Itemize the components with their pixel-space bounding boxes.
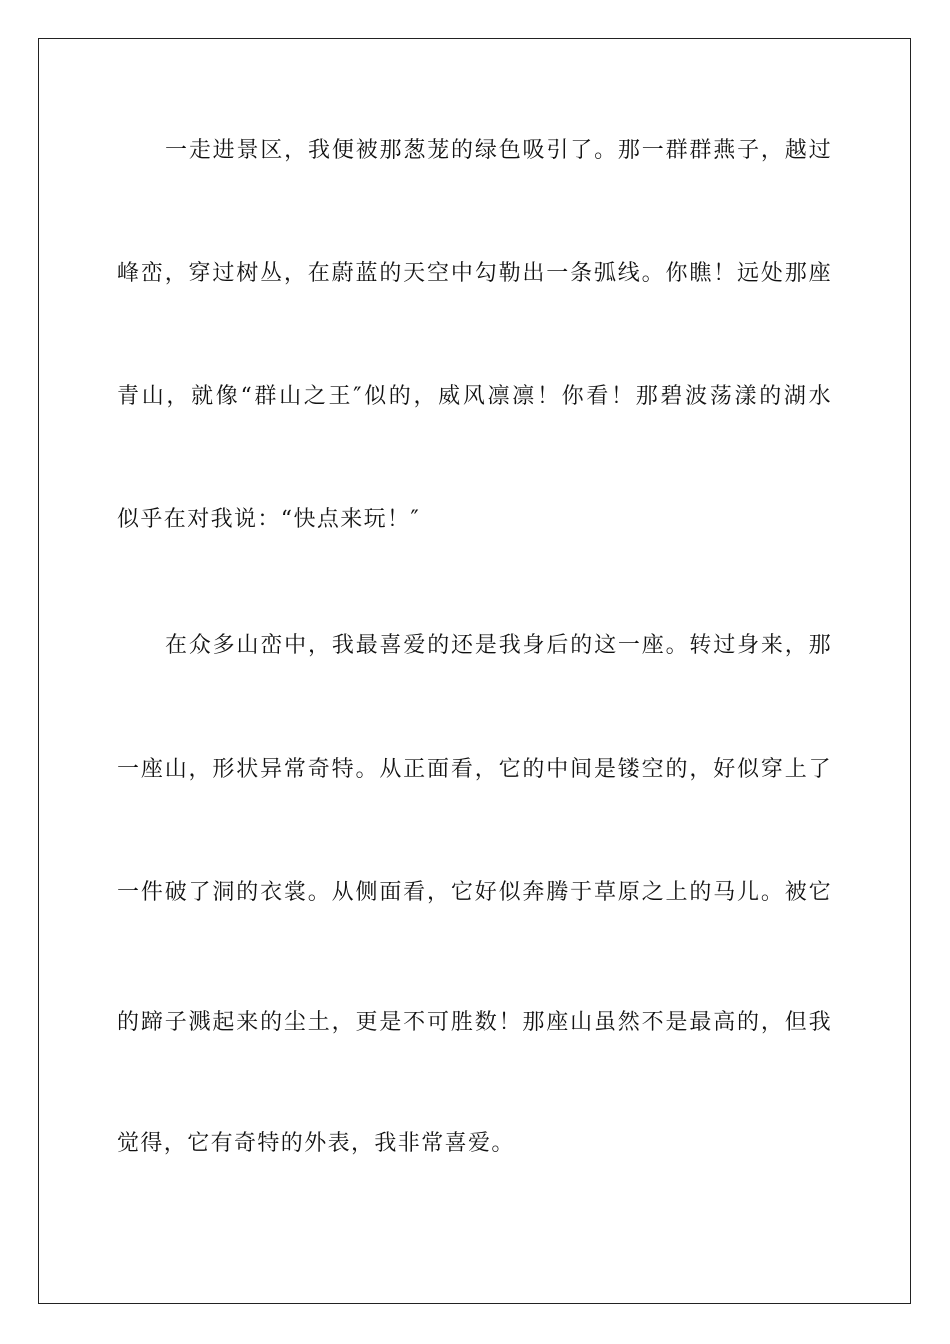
paragraph-line: 在众多山峦中，我最喜爱的还是我身后的这一座。转过身来，那 (165, 633, 832, 658)
paragraph-line: 觉得，它有奇特的外表，我非常喜爱。 (117, 1131, 515, 1156)
paragraph-line: 似乎在对我说：“快点来玩！″ (117, 507, 421, 532)
paragraph-line: 一走进景区，我便被那葱茏的绿色吸引了。那一群群燕子，越过 (165, 138, 832, 163)
paragraph-line: 一件破了洞的衣裳。从侧面看，它好似奔腾于草原之上的马儿。被它 (117, 880, 832, 905)
paragraph-line: 峰峦，穿过树丛，在蔚蓝的天空中勾勒出一条弧线。你瞧！远处那座 (117, 261, 832, 286)
paragraph-line: 的蹄子溅起来的尘土，更是不可胜数！那座山虽然不是最高的，但我 (117, 1010, 832, 1035)
page-border (38, 38, 911, 1304)
paragraph-line: 青山，就像“群山之王″似的，威风凛凛！你看！那碧波荡漾的湖水 (117, 384, 832, 409)
paragraph-line: 一座山，形状异常奇特。从正面看，它的中间是镂空的，好似穿上了 (117, 757, 832, 782)
